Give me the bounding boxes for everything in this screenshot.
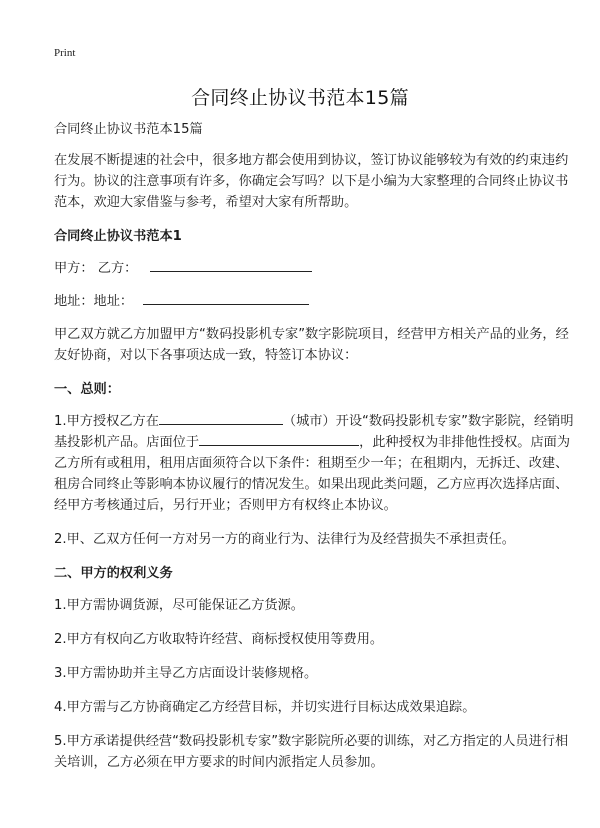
item1-text-a: 1.甲方授权乙方在 <box>54 414 159 429</box>
preamble-paragraph: 甲乙双方就乙方加盟甲方“数码投影机专家”数字影院项目，经营甲方相关产品的业务，经友好协商，对以下各事项达成一致，特签订本协议： <box>54 327 569 363</box>
intro-paragraph: 在发展不断提速的社会中，很多地方都会使用到协议，签订协议能够较为有效的约束违约行为。协议的注意事项有许多，你确定会写吗？以下是小编为大家整理的合同终止协议书范本，欢迎大家借鉴与参考，希望对大家有所帮助。 <box>54 153 569 210</box>
city-blank-line <box>159 411 283 425</box>
part1-item-2: 2.甲、乙双方任何一方对另一方的商业行为、法律行为及经营损失不承担责任。 <box>54 532 515 547</box>
address-field <box>54 291 574 312</box>
address-label: 地址：地址： <box>54 294 134 309</box>
address-blank-line <box>143 291 309 305</box>
part2-item-1: 1.甲方需协调货源，尽可能保证乙方货源。 <box>54 598 304 613</box>
print-label[interactable]: Print <box>54 47 76 59</box>
party-label: 甲方： 乙方： <box>54 261 138 276</box>
store-blank-line <box>199 432 359 446</box>
part2-item-3: 3.甲方需协助并主导乙方店面设计装修规格。 <box>54 666 318 681</box>
item1-text-c: ，此种授权为非排他性授权。店面为乙方所有或租用，租用店面须符合以下条件：租期至少一年；在租期内，无拆迁、改建、租房合同终止等影响本协议履行的情况发生。如果出现此类问题，乙方应再次选择店面、经甲方考核通过后，另行开业；否则甲方有权终止本协议。 <box>54 435 571 513</box>
party-blank-line <box>150 258 312 272</box>
part2-heading: 二、甲方的权利义务 <box>54 566 173 581</box>
document-subtitle: 合同终止协议书范本15篇 <box>54 122 203 137</box>
part1-item-1 <box>54 411 574 516</box>
document-title: 合同终止协议书范本15篇 <box>191 87 409 109</box>
part2-item-2: 2.甲方有权向乙方收取特许经营、商标授权使用等费用。 <box>54 632 384 647</box>
party-field <box>54 258 574 279</box>
part2-item-4: 4.甲方需与乙方协商确定乙方经营目标，并切实进行目标达成效果追踪。 <box>54 700 476 715</box>
part2-item-5: 5.甲方承诺提供经营“数码投影机专家”数字影院所必要的训练，对乙方指定的人员进行相关培训，乙方必须在甲方要求的时间内派指定人员参加。 <box>54 734 569 770</box>
section-heading-1: 合同终止协议书范本1 <box>54 229 182 244</box>
item1-text-b: （城市）开设“数码投影机专家”数字影院，经销明基投影机产品。店面位于 <box>54 414 574 450</box>
document-body <box>54 119 574 786</box>
part1-heading: 一、总则： <box>54 382 120 397</box>
